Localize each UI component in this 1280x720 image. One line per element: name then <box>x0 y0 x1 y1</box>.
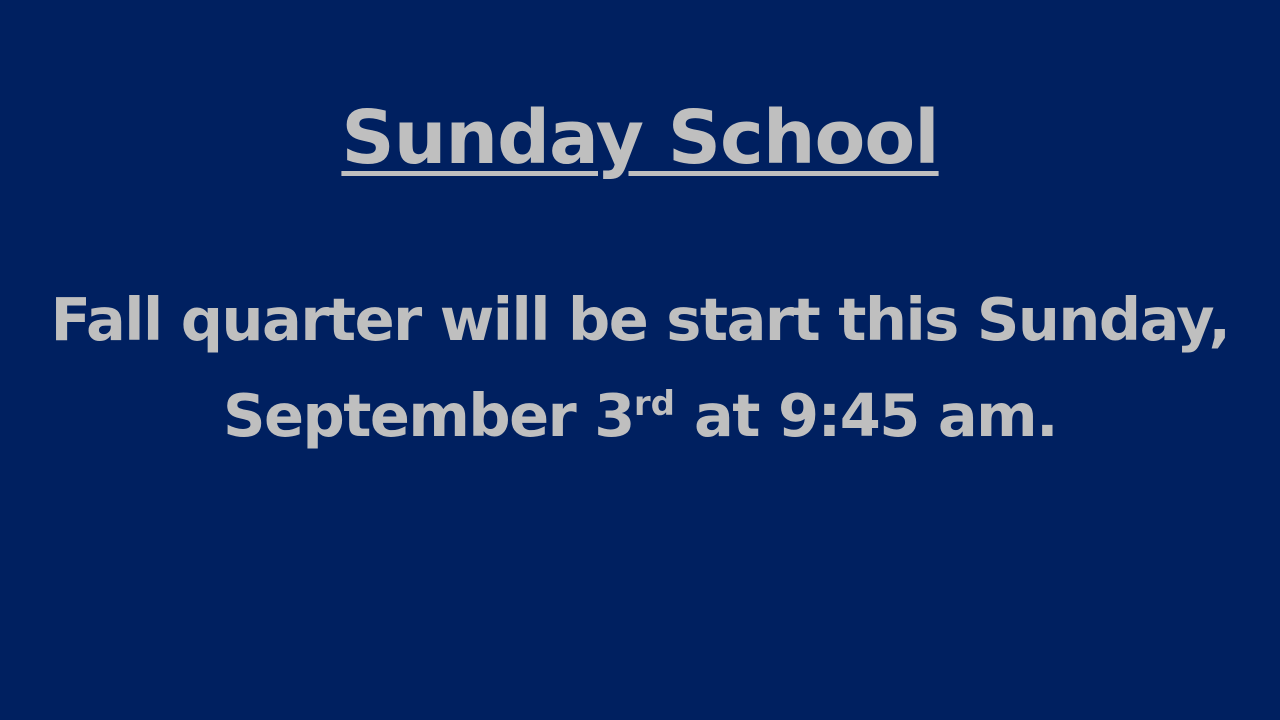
announcement-line-2 <box>0 368 1280 464</box>
slide-title <box>0 88 1280 188</box>
ordinal-suffix: rd <box>633 384 675 424</box>
time-suffix: at 9:45 am. <box>674 381 1058 450</box>
announcement-line-1: Fall quarter will be start this Sunday, <box>50 285 1230 354</box>
date-prefix: September 3 <box>222 381 634 450</box>
announcement-text <box>0 272 1280 464</box>
slide-title-text: Sunday School <box>341 95 939 181</box>
